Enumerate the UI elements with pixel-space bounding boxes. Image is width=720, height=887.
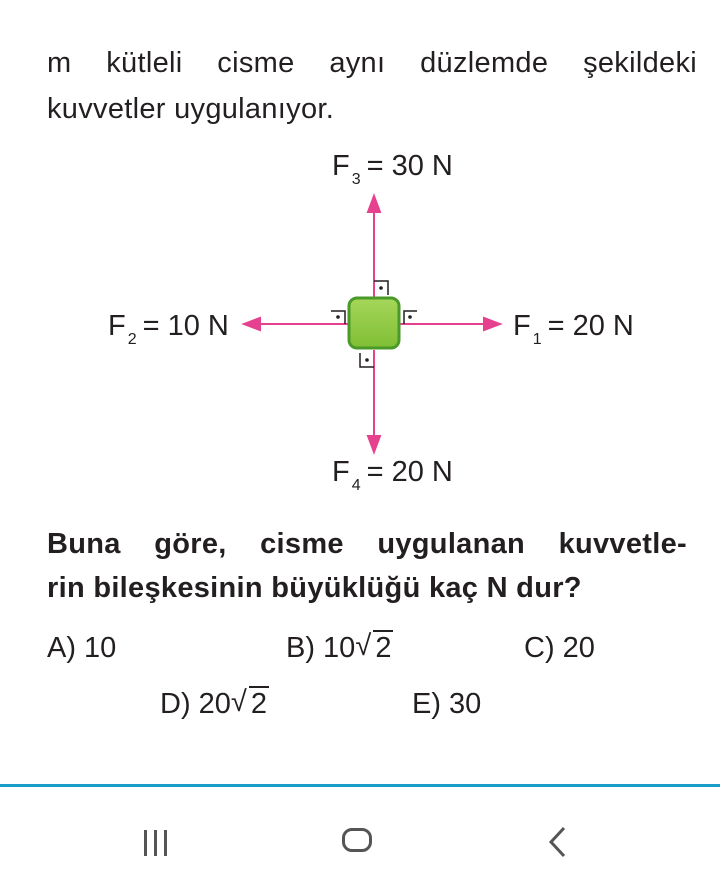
f2-arrow-head (244, 318, 260, 330)
option-a[interactable]: A) 10 (47, 632, 117, 664)
option-c[interactable]: C) 20 (524, 632, 595, 664)
intro-line-1: m kütleli cisme aynı düzlemde şekildeki (47, 47, 697, 79)
f3-label: F $_3$ = 30 N (332, 150, 453, 188)
f2-label: F $_2$ = 10 N (108, 310, 229, 348)
back-icon[interactable] (548, 826, 568, 858)
recent-apps-icon[interactable] (144, 830, 172, 856)
sqrt-symbol: √ 2 (231, 690, 269, 719)
f1-arrow-head (484, 318, 500, 330)
option-b[interactable]: B) 10√ 2 (286, 634, 393, 663)
mass-block (349, 298, 399, 348)
option-e[interactable]: E) 30 (412, 688, 482, 720)
f4-label: F $_4$ = 20 N (332, 456, 453, 494)
home-icon[interactable] (342, 828, 372, 852)
problem-intro (47, 40, 697, 132)
f3-arrow-head (368, 196, 380, 212)
intro-line-2: kuvvetler uygulanıyor. (47, 93, 335, 125)
option-d[interactable]: D) 20√ 2 (160, 690, 269, 719)
f1-label: F $_1$ = 20 N (513, 310, 634, 348)
question-line-2: rin bileşkesinin büyüklüğü kaç N dur? (47, 572, 582, 604)
f4-arrow-head (368, 436, 380, 452)
question-line-1: Buna göre, cisme uygulanan kuvvetle- (47, 528, 687, 560)
sqrt-symbol: √ 2 (355, 634, 393, 663)
question-text (47, 522, 687, 610)
